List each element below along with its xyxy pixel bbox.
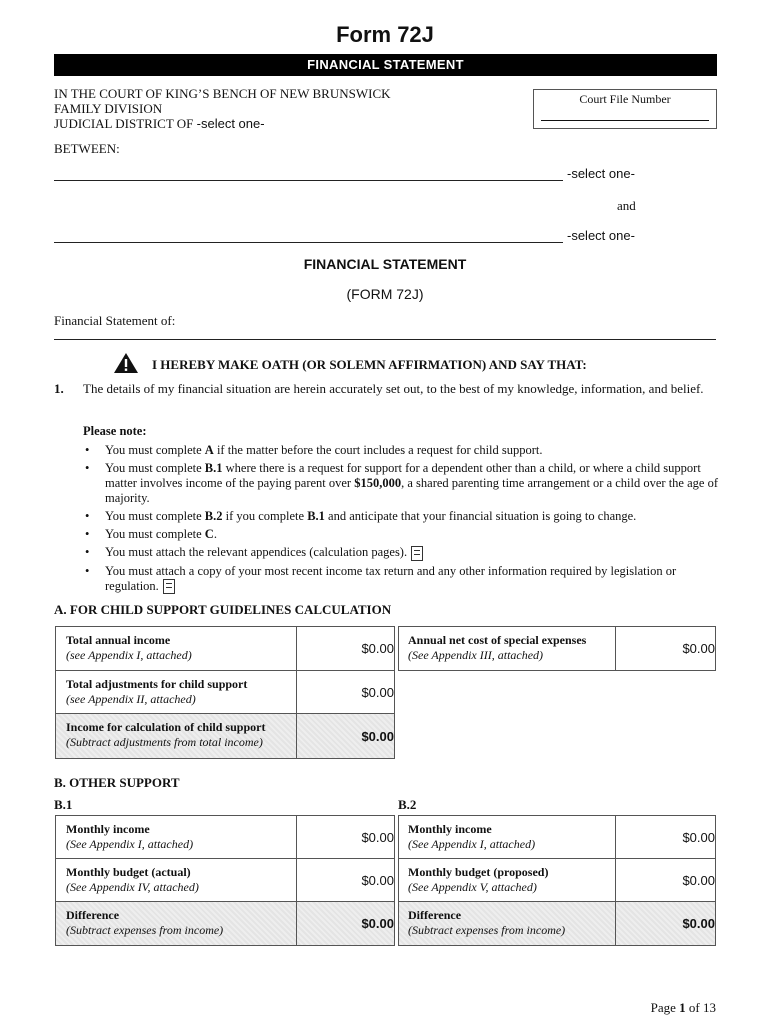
section-b2-table — [398, 815, 716, 946]
district-label: JUDICIAL DISTRICT OF — [54, 116, 194, 131]
warning-icon — [113, 352, 139, 379]
b2-monthly-budget-value[interactable]: $0.00 — [616, 859, 716, 902]
court-info — [54, 86, 391, 131]
total-adjustments-value[interactable]: $0.00 — [297, 671, 395, 714]
party2-role-select[interactable]: -select one- — [567, 228, 635, 243]
notes-title: Please note: — [83, 424, 147, 438]
statement-subheading: (FORM 72J) — [346, 286, 424, 302]
b1-difference-label: Difference (Subtract expenses from income) — [56, 902, 297, 946]
section-b2-label: B.2 — [398, 797, 417, 812]
oath-statement: I HEREBY MAKE OATH (OR SOLEMN AFFIRMATION) AND SAY THAT: — [152, 357, 587, 372]
document-icon[interactable] — [411, 546, 423, 561]
court-line-1: IN THE COURT OF KING’S BENCH OF NEW BRUNSWICK — [54, 86, 391, 101]
special-expenses-label: Annual net cost of special expenses (See Appendix III, attached) — [399, 627, 616, 671]
b1-monthly-income-value[interactable]: $0.00 — [297, 816, 395, 859]
total-annual-income-value[interactable]: $0.00 — [297, 627, 395, 671]
between-label: BETWEEN: — [54, 141, 120, 156]
court-file-number-label: Court File Number — [579, 92, 671, 106]
form-title: Form 72J — [336, 22, 434, 47]
court-file-number-field[interactable] — [541, 120, 709, 121]
b1-monthly-budget-label: Monthly budget (actual) (See Appendix IV, attached) — [56, 859, 297, 902]
section-a-title: A. FOR CHILD SUPPORT GUIDELINES CALCULATION — [54, 602, 392, 617]
section-b-title: B. OTHER SUPPORT — [54, 775, 180, 790]
party1-role-select[interactable]: -select one- — [567, 166, 635, 181]
notes-list — [83, 424, 723, 597]
party2-name-field[interactable] — [54, 242, 563, 243]
court-line-2: FAMILY DIVISION — [54, 101, 163, 116]
special-expenses-value[interactable]: $0.00 — [616, 627, 716, 671]
page-number: Page 1 of 13 — [650, 1000, 716, 1015]
section-a-table-right — [398, 626, 716, 671]
b2-difference-label: Difference (Subtract expenses from income) — [399, 902, 616, 946]
item-1-text: The details of my financial situation are herein accurately set out, to the best of my knowledge, information, and belief. — [83, 381, 704, 396]
note-4: • You must complete C. — [83, 527, 723, 542]
district-select[interactable]: -select one- — [196, 116, 265, 131]
b1-monthly-income-label: Monthly income (See Appendix I, attached) — [56, 816, 297, 859]
note-3: • You must complete B.2 if you complete B.1 and anticipate that your financial situation is going to change. — [83, 509, 723, 524]
note-1: • You must complete A if the matter before the court includes a request for child support. — [83, 443, 723, 458]
section-a-table-left — [55, 626, 395, 759]
b2-monthly-income-value[interactable]: $0.00 — [616, 816, 716, 859]
note-5: • You must attach the relevant appendices (calculation pages). — [83, 545, 723, 561]
section-b1-label: B.1 — [54, 797, 73, 812]
court-line-3 — [54, 116, 391, 131]
note-6: • You must attach a copy of your most recent income tax return and any other information required by legislation or regulation. — [83, 564, 723, 595]
b2-monthly-budget-label: Monthly budget (proposed) (See Appendix V, attached) — [399, 859, 616, 902]
document-icon[interactable] — [163, 579, 175, 594]
statement-heading: FINANCIAL STATEMENT — [303, 256, 467, 272]
section-b1-table — [55, 815, 395, 946]
b1-difference-value: $0.00 — [297, 902, 395, 946]
income-for-calculation-value: $0.00 — [297, 714, 395, 759]
total-adjustments-label: Total adjustments for child support (see Appendix II, attached) — [56, 671, 297, 714]
b2-difference-value: $0.00 — [616, 902, 716, 946]
b1-monthly-budget-value[interactable]: $0.00 — [297, 859, 395, 902]
total-annual-income-label: Total annual income (see Appendix I, attached) — [56, 627, 297, 671]
court-file-number-box — [533, 89, 717, 129]
item-1-number: 1. — [54, 381, 64, 396]
statement-of-label: Financial Statement of: — [54, 313, 176, 328]
note-2: • You must complete B.1 where there is a request for support for a dependent other than a child, or where a child support matter involves income of the paying parent over $150,000, a shared parenting time arrangement or a child over the age of majority. — [83, 461, 723, 506]
b2-monthly-income-label: Monthly income (See Appendix I, attached) — [399, 816, 616, 859]
and-label: and — [617, 198, 636, 213]
income-for-calculation-label: Income for calculation of child support (Subtract adjustments from total income) — [56, 714, 297, 759]
form-title-bar: FINANCIAL STATEMENT — [54, 54, 717, 76]
statement-of-field[interactable] — [54, 339, 716, 340]
party1-name-field[interactable] — [54, 180, 563, 181]
